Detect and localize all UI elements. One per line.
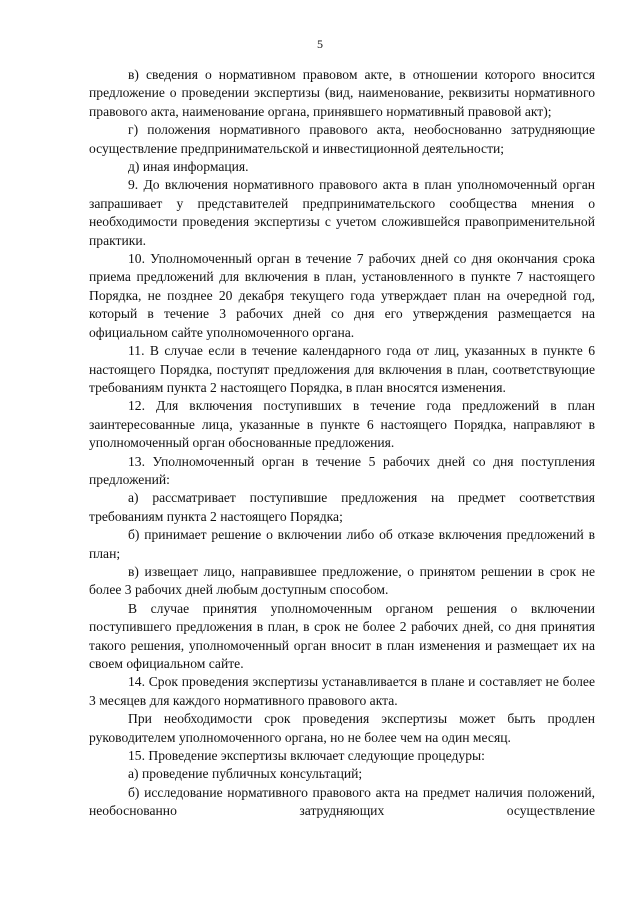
paragraph-13: 13. Уполномоченный орган в течение 5 рабочих дней со дня поступления предложений:	[89, 453, 595, 487]
paragraph-d-other-info: д) иная информация.	[128, 159, 249, 175]
page-number: 5	[317, 37, 323, 51]
paragraph-13-a: а) рассматривает поступившие предложения на предмет соответствия требованиям пункта 2 настоящего Порядка;	[89, 490, 595, 524]
paragraph-9: 9. До включения нормативного правового акта в план уполномоченный орган запрашивает у представителей предпринимательского сообщества мнения о необходимости проведения экспертизы с учетом сложившейся правоприменительной практики.	[89, 177, 595, 248]
paragraph-v-info-about-act: в) сведения о нормативном правовом акте, в отношении которого вносится предложение о проведении экспертизы (вид, наименование, реквизиты нормативного правового акта, наименование органа, принявшего нормативный правовой акт);	[89, 67, 595, 119]
paragraph-13-v: в) извещает лицо, направившее предложение, о принятом решении в срок не более 3 рабочих дней любым доступным способом.	[89, 563, 595, 598]
paragraph-10: 10. Уполномоченный орган в течение 7 рабочих дней со дня окончания срока приема предложений для включения в план, установленного в пункте 7 настоящего Порядка, не позднее 20 декабря текущего года утверждает план на очередной год, который в течение 3 рабочих дней со дня его утверждения размещается на официальном сайте уполномоченного органа.	[89, 251, 595, 340]
paragraph-12: 12. Для включения поступивших в течение года предложений в план заинтересованные лица, указанные в пункте 6 настоящего Порядка, направляют в уполномоченный орган обоснованные предложения.	[89, 398, 595, 451]
paragraph-13-decision: В случае принятия уполномоченным органом решения о включении поступившего предложения в план, в срок не более 2 рабочих дней, со дня принятия такого решения, уполномоченный орган вносит в план изменения и размещает их на своем официальном сайте.	[89, 600, 595, 671]
paragraph-15-b: б) исследование нормативного правового акта на предмет наличия положений, необоснованно затрудняющих осуществление	[89, 784, 595, 819]
paragraph-15: 15. Проведение экспертизы включает следующие процедуры:	[128, 748, 485, 764]
document-body	[89, 66, 595, 821]
paragraph-14: 14. Срок проведения экспертизы устанавливается в плане и составляет не более 3 месяцев для каждого нормативного правового акта.	[89, 674, 595, 708]
paragraph-11: 11. В случае если в течение календарного года от лиц, указанных в пункте 6 настоящего Порядка, поступят предложения для включения в план, соответствующие требованиям пункта 2 настоящего Порядка, в план вносятся изменения.	[89, 343, 595, 395]
paragraph-13-b: б) принимает решение о включении либо об отказе включения предложений в план;	[89, 527, 595, 561]
paragraph-15-a: а) проведение публичных консультаций;	[128, 766, 363, 782]
paragraph-g-provisions: г) положения нормативного правового акта, необоснованно затрудняющие осуществление предпринимательской и инвестиционной деятельности;	[89, 122, 595, 156]
paragraph-14-extension: При необходимости срок проведения экспертизы может быть продлен руководителем уполномоченного органа, но не более чем на один месяц.	[89, 711, 595, 745]
